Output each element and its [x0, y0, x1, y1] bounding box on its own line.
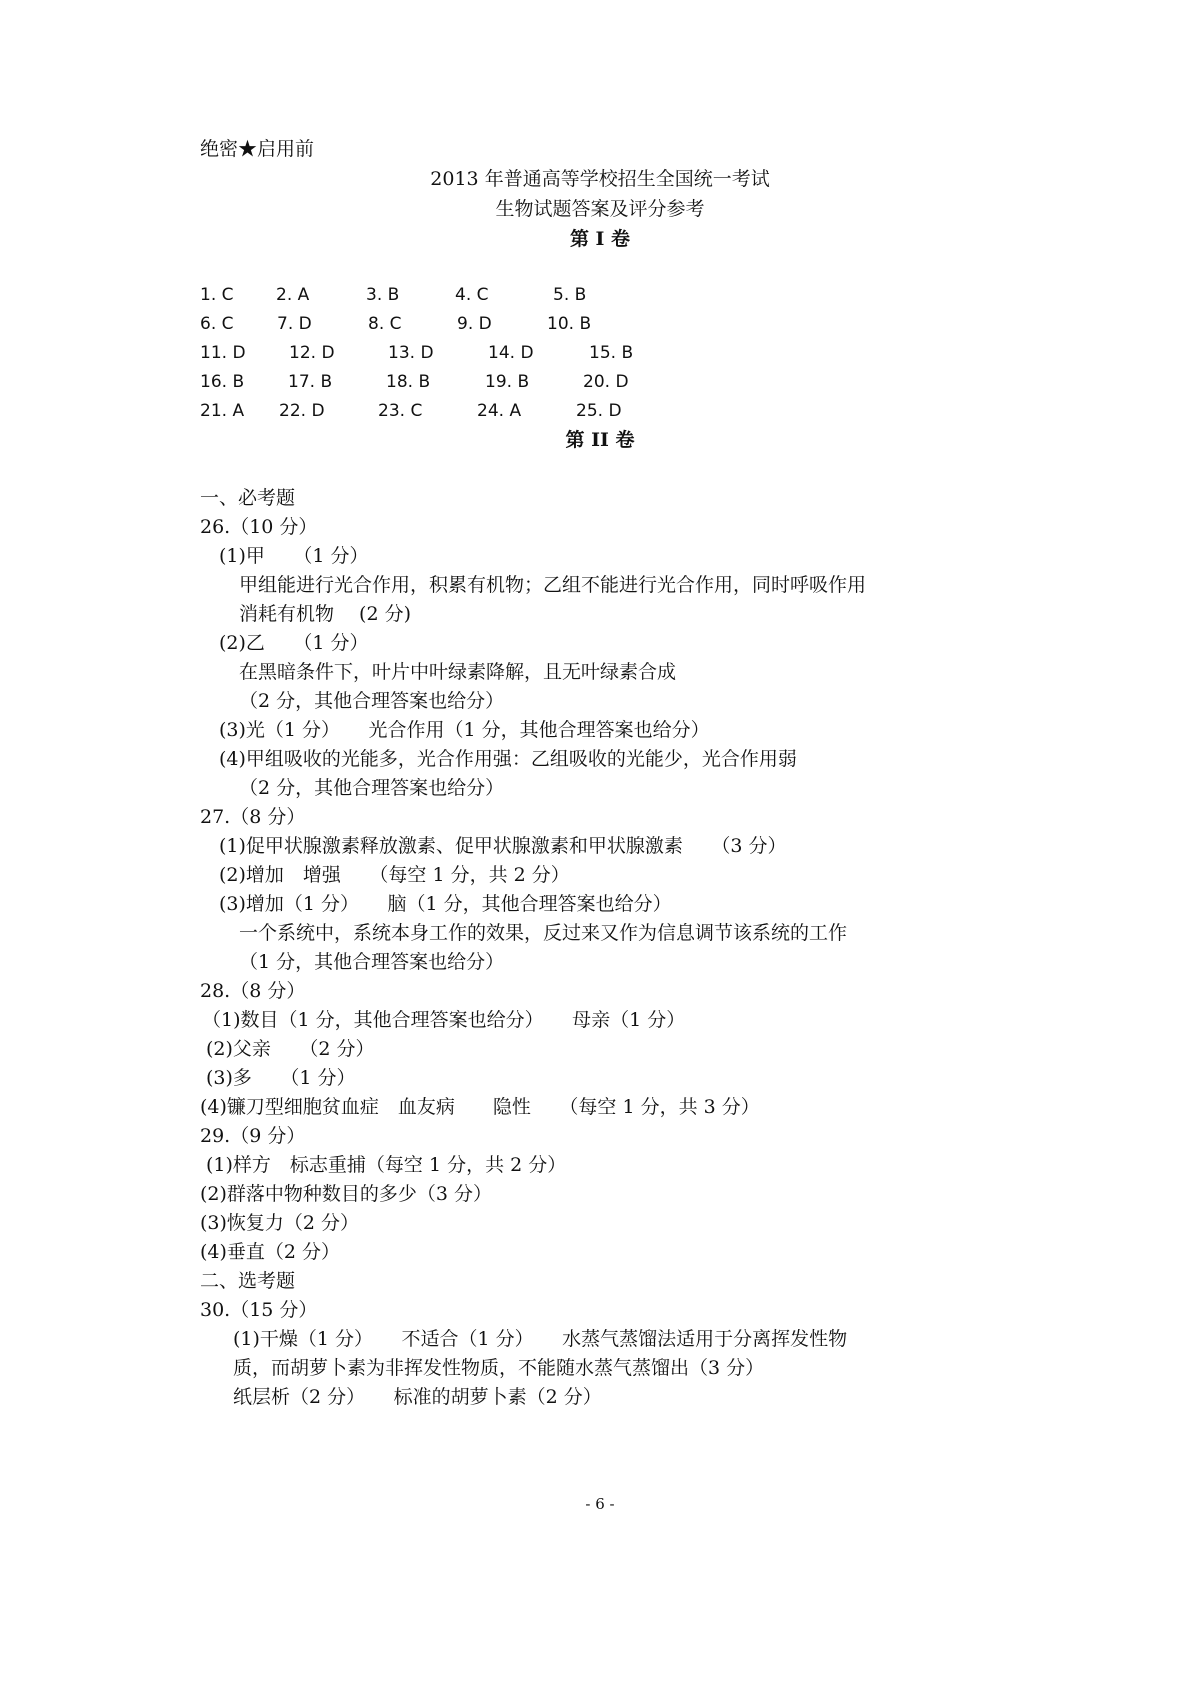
section-heading: 一、必考题 [200, 487, 296, 509]
answer-item: 1. C [200, 285, 234, 305]
exam-subtitle: 生物试题答案及评分参考 [495, 198, 705, 220]
answer-line: 在黑暗条件下，叶片中叶绿素降解，且无叶绿素合成 [239, 661, 677, 683]
answer-line: (4)镰刀型细胞贫血症 血友病 隐性 （每空 1 分，共 3 分） [200, 1096, 760, 1118]
answer-line: (1)样方 标志重捕（每空 1 分，共 2 分） [206, 1154, 567, 1176]
confidential-label: 绝密★启用前 [200, 138, 315, 160]
answer-item: 17. B [288, 372, 333, 392]
answer-line: （2 分，其他合理答案也给分） [239, 690, 505, 712]
answer-line: (2)乙 （1 分） [219, 632, 369, 654]
answer-line: (3)恢复力（2 分） [200, 1212, 360, 1234]
answer-item: 12. D [289, 343, 335, 363]
answer-item: 7. D [277, 314, 312, 334]
answer-line: (1)促甲状腺激素释放激素、促甲状腺激素和甲状腺激素 （3 分） [219, 835, 787, 857]
answer-item: 11. D [200, 343, 246, 363]
answer-line: 纸层析（2 分） 标准的胡萝卜素（2 分） [233, 1386, 602, 1408]
answer-line: 质，而胡萝卜素为非挥发性物质，不能随水蒸气蒸馏出（3 分） [233, 1357, 765, 1379]
answer-item: 2. A [276, 285, 310, 305]
part2-heading: 第 II 卷 [565, 429, 635, 451]
answer-item: 14. D [488, 343, 534, 363]
answer-item: 10. B [547, 314, 592, 334]
answer-line: (3)多 （1 分） [206, 1067, 356, 1089]
answer-item: 3. B [366, 285, 400, 305]
answer-line: (3)增加（1 分） 脑（1 分，其他合理答案也给分） [219, 893, 672, 915]
answer-item: 8. C [368, 314, 402, 334]
answer-item: 6. C [200, 314, 234, 334]
section-heading: 二、选考题 [200, 1270, 296, 1292]
answer-line: (1)干燥（1 分） 不适合（1 分） 水蒸气蒸馏法适用于分离挥发性物 [233, 1328, 848, 1350]
answer-item: 18. B [386, 372, 431, 392]
answer-item: 23. C [378, 401, 423, 421]
question-heading: 26.（10 分） [200, 516, 318, 538]
answer-line: (4)甲组吸收的光能多，光合作用强：乙组吸收的光能少，光合作用弱 [219, 748, 797, 770]
answer-item: 25. D [576, 401, 622, 421]
answer-item: 21. A [200, 401, 245, 421]
answer-item: 19. B [485, 372, 530, 392]
answer-item: 4. C [455, 285, 489, 305]
answer-line: 一个系统中，系统本身工作的效果，反过来又作为信息调节该系统的工作 [239, 922, 848, 944]
answer-item: 15. B [589, 343, 634, 363]
question-heading: 29.（9 分） [200, 1125, 306, 1147]
part1-heading: 第 I 卷 [569, 228, 631, 250]
answer-line: (2)群落中物种数目的多少（3 分） [200, 1183, 493, 1205]
answer-line: (4)垂直（2 分） [200, 1241, 341, 1263]
page-number: - 6 - [585, 1495, 615, 1513]
answer-item: 5. B [553, 285, 587, 305]
exam-title: 2013 年普通高等学校招生全国统一考试 [430, 168, 770, 190]
answer-item: 20. D [583, 372, 629, 392]
answer-item: 22. D [279, 401, 325, 421]
answer-line: (2)父亲 （2 分） [206, 1038, 375, 1060]
answer-line: （1)数目（1 分，其他合理答案也给分） 母亲（1 分） [202, 1009, 686, 1031]
question-heading: 30.（15 分） [200, 1299, 318, 1321]
question-heading: 27.（8 分） [200, 806, 306, 828]
answer-line: 甲组能进行光合作用，积累有机物；乙组不能进行光合作用，同时呼吸作用 [239, 574, 867, 596]
answer-line: 消耗有机物 (2 分) [239, 603, 411, 625]
answer-line: （1 分，其他合理答案也给分） [239, 951, 505, 973]
answer-line: (3)光（1 分） 光合作用（1 分，其他合理答案也给分） [219, 719, 710, 741]
answer-line: （2 分，其他合理答案也给分） [239, 777, 505, 799]
answer-line: (2)增加 增强 （每空 1 分，共 2 分） [219, 864, 570, 886]
answer-item: 24. A [477, 401, 522, 421]
answer-item: 13. D [388, 343, 434, 363]
question-heading: 28.（8 分） [200, 980, 306, 1002]
answer-item: 16. B [200, 372, 245, 392]
answer-line: (1)甲 （1 分） [219, 545, 369, 567]
answer-item: 9. D [457, 314, 492, 334]
